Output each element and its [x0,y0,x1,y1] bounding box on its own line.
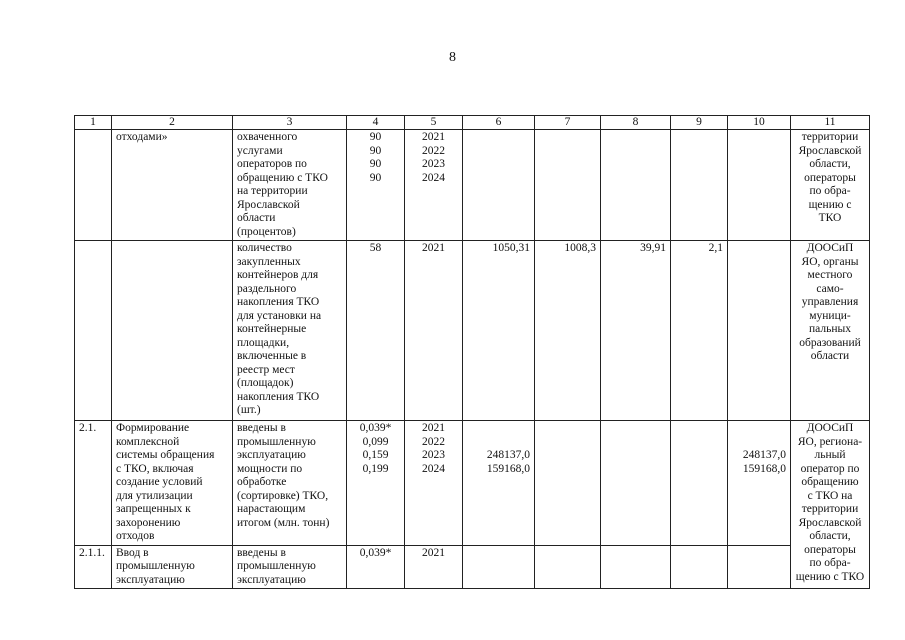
funding-cell: 248137,0 159168,0 [728,421,791,546]
header-cell: 4 [347,116,405,130]
measure-name-cell: Ввод в промышленную эксплуатацию [112,545,233,589]
funding-cell [671,545,728,589]
row-number-cell [75,130,112,241]
indicator-cell: охваченного услугами операторов по обращению с ТКО на территории Ярославской области (процентов) [233,130,347,241]
header-cell: 1 [75,116,112,130]
value-cell: 58 [347,241,405,421]
measure-name-cell: отходами» [112,130,233,241]
measure-name-cell [112,241,233,421]
executor-cell: территории Ярославской области, операторы по обра- щению с ТКО [791,130,870,241]
program-table [74,115,870,589]
header-row [75,116,870,130]
year-cell: 2021 [405,241,463,421]
funding-cell [535,130,601,241]
table-row [75,545,870,589]
header-cell: 11 [791,116,870,130]
total-funding-cell: 248137,0 159168,0 [463,421,535,546]
funding-cell: 1008,3 [535,241,601,421]
total-funding-cell [463,130,535,241]
funding-cell: 39,91 [601,241,671,421]
funding-cell [728,545,791,589]
header-cell: 7 [535,116,601,130]
total-funding-cell [463,545,535,589]
header-cell: 6 [463,116,535,130]
funding-cell [601,130,671,241]
funding-cell [671,421,728,546]
row-number-cell: 2.1. [75,421,112,546]
executor-cell: ДООСиП ЯО, органы местного само- управления муници- пальных образований области [791,241,870,421]
table-row [75,130,870,241]
value-cell: 0,039* [347,545,405,589]
header-cell: 5 [405,116,463,130]
total-funding-cell: 1050,31 [463,241,535,421]
funding-cell [728,130,791,241]
value-cell: 90 90 90 90 [347,130,405,241]
page-number: 8 [449,50,456,65]
funding-cell [601,545,671,589]
value-cell: 0,039* 0,099 0,159 0,199 [347,421,405,546]
funding-cell: 2,1 [671,241,728,421]
row-number-cell: 2.1.1. [75,545,112,589]
table-row [75,241,870,421]
year-cell: 2021 2022 2023 2024 [405,421,463,546]
funding-cell [728,241,791,421]
header-cell: 9 [671,116,728,130]
year-cell: 2021 2022 2023 2024 [405,130,463,241]
header-cell: 8 [601,116,671,130]
funding-cell [671,130,728,241]
header-cell: 10 [728,116,791,130]
header-cell: 2 [112,116,233,130]
table-row [75,421,870,546]
executor-cell: ДООСиП ЯО, регионa- льный оператор по обращению с ТКО на территории Ярославской области, операторы по обра- щению с ТКО [791,421,870,589]
funding-cell [601,421,671,546]
indicator-cell: количество закупленных контейнеров для раздельного накопления ТКО для установки на контейнерные площадки, включенные в реестр мест (площадок) накопления ТКО (шт.) [233,241,347,421]
row-number-cell [75,241,112,421]
indicator-cell: введены в промышленную эксплуатацию [233,545,347,589]
year-cell: 2021 [405,545,463,589]
funding-cell [535,545,601,589]
measure-name-cell: Формирование комплексной системы обращения с ТКО, включая создание условий для утилизации запрещенных к захоронению отходов [112,421,233,546]
indicator-cell: введены в промышленную эксплуатацию мощности по обработке (сортировке) ТКО, нарастающим итогом (млн. тонн) [233,421,347,546]
header-cell: 3 [233,116,347,130]
funding-cell [535,421,601,546]
